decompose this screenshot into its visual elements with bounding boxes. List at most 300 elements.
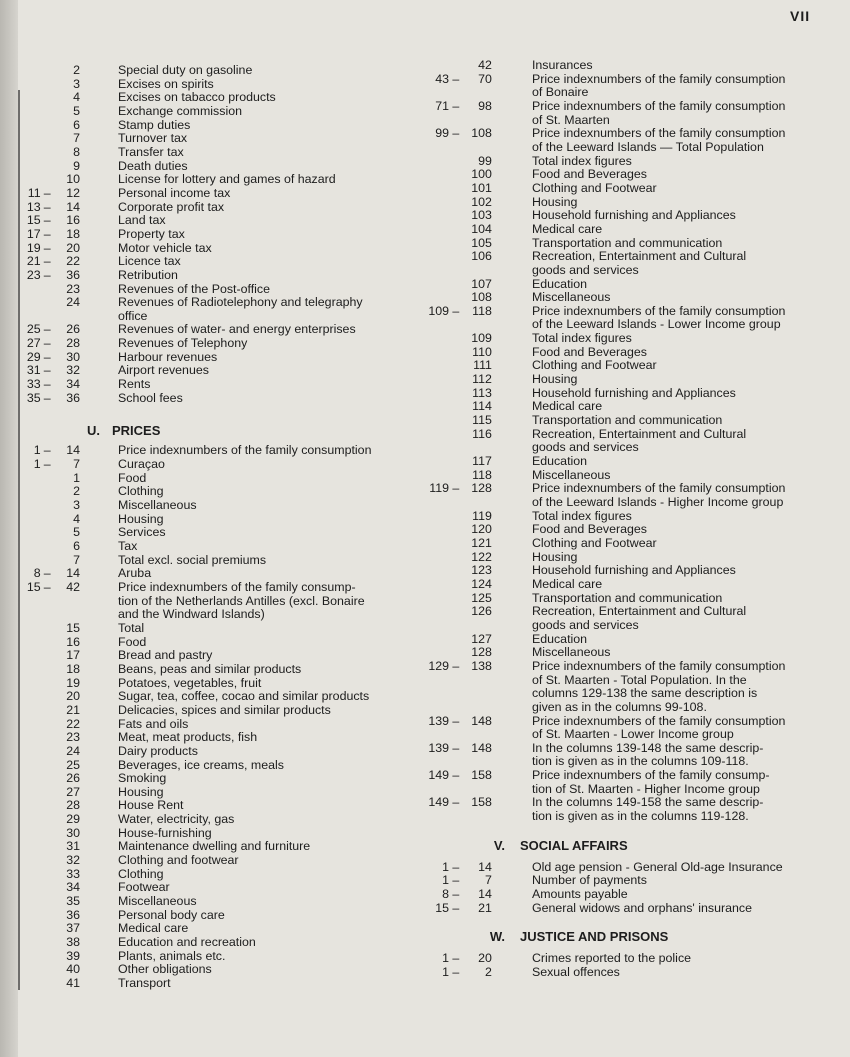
column-number: 3: [73, 76, 81, 91]
entry-line: of the Leeward Islands — Total Population: [531, 139, 764, 154]
entry-line: Total: [118, 620, 145, 635]
entry-line: Number of payments: [531, 873, 647, 888]
entry-description: [118, 704, 390, 718]
column-from: [20, 554, 41, 568]
column-from: [410, 428, 449, 455]
column-from: [410, 592, 449, 606]
entry-description: [118, 622, 390, 636]
column-from: 11: [27, 185, 41, 200]
column-number: 98: [478, 98, 492, 113]
entry-line: tion is given as in the columns 119-128.: [531, 809, 749, 824]
column-from: [410, 564, 449, 578]
column-from: [20, 895, 41, 909]
index-entry: [20, 554, 390, 568]
range-dash: [41, 513, 54, 527]
entry-description: [532, 510, 805, 524]
entry-line: Price indexnumbers of the family consumption: [531, 126, 786, 141]
column-number: 113: [472, 385, 492, 400]
entry-line: Medical care: [531, 399, 603, 414]
range-dash: [449, 291, 463, 305]
column-from: [410, 332, 449, 346]
entry-description: [532, 742, 805, 769]
range-dash: –: [43, 336, 51, 351]
entry-line: Housing: [531, 549, 578, 564]
entry-description: [532, 182, 805, 196]
index-entry: [20, 786, 390, 800]
index-entry: [410, 633, 805, 647]
entry-description: [532, 564, 805, 578]
range-dash: [41, 868, 54, 882]
entry-description: [118, 677, 390, 691]
range-dash: [41, 718, 54, 732]
entry-description: [118, 458, 390, 472]
column-from: [410, 537, 449, 551]
index-entry: [20, 799, 390, 813]
column-from: [410, 359, 449, 373]
index-entry: [20, 146, 390, 160]
entry-description: [532, 332, 805, 346]
section-heading: [20, 423, 390, 438]
index-entry: [410, 455, 805, 469]
range-dash: [449, 633, 463, 647]
column-from: [410, 646, 449, 660]
column-number: 138: [471, 658, 492, 673]
entry-line: Recreation, Entertainment and Cultural: [531, 249, 747, 264]
column-from: [410, 469, 449, 483]
index-entry: [410, 237, 805, 251]
entry-line: of St. Maarten - Lower Income group: [531, 727, 734, 742]
entry-description: [118, 895, 390, 909]
range-dash: [41, 772, 54, 786]
entry-description: [532, 223, 805, 237]
entry-line: Miscellaneous: [118, 894, 197, 909]
range-dash: [449, 223, 463, 237]
column-number: 5: [73, 525, 81, 540]
entry-description: [118, 283, 390, 297]
range-dash: [449, 373, 463, 387]
column-number: 17: [66, 648, 81, 663]
range-dash: [41, 499, 54, 513]
range-dash: [449, 155, 463, 169]
column-from: 139: [428, 740, 450, 755]
column-from: [20, 649, 41, 663]
entry-description: [118, 160, 390, 174]
entry-line: Price indexnumbers of the family consumption: [531, 98, 786, 113]
entry-line: Miscellaneous: [118, 498, 197, 513]
page-binding-edge: [0, 0, 18, 1057]
column-number: 6: [73, 117, 81, 132]
entry-description: [532, 769, 805, 796]
range-dash: [449, 592, 463, 606]
index-entry: [20, 827, 390, 841]
column-number: 108: [471, 126, 492, 141]
column-number: 7: [485, 873, 492, 888]
column-from: 25: [26, 322, 41, 337]
range-dash: –: [452, 98, 460, 113]
entry-description: [118, 581, 390, 622]
entry-line: columns 129-138 the same description is: [531, 686, 758, 701]
entry-description: [118, 337, 390, 351]
index-entry: [20, 119, 390, 133]
entry-line: Education and recreation: [118, 935, 256, 950]
entry-line: Clothing: [118, 866, 164, 881]
index-entry: [410, 387, 805, 401]
column-number: 40: [66, 962, 81, 977]
entry-description: [532, 660, 805, 715]
column-from: [410, 414, 449, 428]
entry-line: Turnover tax: [118, 131, 188, 146]
column-from: [20, 119, 41, 133]
index-entry: [20, 378, 390, 392]
range-dash: [449, 414, 463, 428]
entry-line: House Rent: [118, 798, 184, 813]
index-entry: [20, 567, 390, 581]
index-entry: [20, 745, 390, 759]
column-number: 42: [478, 58, 492, 72]
entry-description: [532, 237, 805, 251]
range-dash: [449, 237, 463, 251]
column-from: [20, 283, 41, 297]
column-from: 13: [26, 199, 41, 214]
column-from: [410, 168, 449, 182]
entry-description: [118, 759, 390, 773]
column-number: 107: [471, 276, 492, 291]
entry-line: Price indexnumbers of the family consumption: [531, 71, 786, 86]
column-number: 109: [471, 331, 492, 346]
index-entry: [410, 952, 805, 966]
entry-description: [118, 526, 390, 540]
entry-line: Recreation, Entertainment and Cultural: [531, 604, 747, 619]
range-dash: [449, 196, 463, 210]
entry-line: Licence tax: [118, 254, 181, 269]
entry-description: [532, 646, 805, 660]
section-heading: [410, 838, 805, 853]
entry-description: [118, 786, 390, 800]
entry-description: [532, 250, 805, 277]
range-dash: [41, 731, 54, 745]
column-from: [20, 78, 41, 92]
column-number: 14: [478, 859, 492, 874]
section-title: PRICES: [112, 423, 161, 439]
column-from: [20, 868, 41, 882]
range-dash: –: [43, 322, 51, 337]
range-dash: [449, 578, 463, 592]
range-dash: [41, 690, 54, 704]
column-from: [410, 387, 449, 401]
column-from: 15: [26, 579, 41, 594]
index-entry: [410, 223, 805, 237]
column-from: 27: [26, 336, 41, 351]
index-entry: [410, 373, 805, 387]
range-dash: –: [43, 377, 51, 392]
range-dash: –: [452, 481, 460, 496]
index-entry: [20, 636, 390, 650]
entry-line: Total excl. social premiums: [118, 552, 267, 567]
entry-line: of the Leeward Islands - Higher Income group: [531, 495, 784, 509]
range-dash: –: [452, 71, 460, 86]
index-entry: [20, 922, 390, 936]
column-number: 148: [471, 740, 492, 755]
column-number: 7: [73, 552, 81, 567]
range-dash: –: [452, 768, 460, 783]
section-letter: W.: [489, 929, 505, 945]
column-number: 123: [471, 563, 492, 578]
entry-line: tion is given as in the columns 109-118.: [531, 754, 749, 769]
column-number: 30: [66, 825, 81, 840]
column-from: [410, 510, 449, 524]
index-entry: [410, 250, 805, 277]
index-entry: [410, 127, 805, 154]
entry-line: Retribution: [118, 267, 178, 282]
entry-line: Price indexnumbers of the family consumption: [531, 658, 786, 673]
entry-line: Delicacies, spices and similar products: [118, 702, 331, 717]
range-dash: [41, 132, 54, 146]
column-number: 26: [66, 322, 81, 337]
entry-line: Excises on tabacco products: [118, 90, 276, 105]
entry-description: [118, 91, 390, 105]
column-number: 14: [66, 443, 81, 458]
entry-description: [118, 472, 390, 486]
column-from: 19: [26, 240, 41, 255]
entry-description: [118, 146, 390, 160]
index-entry: [20, 950, 390, 964]
column-from: [20, 799, 41, 813]
page-number: VII: [790, 8, 811, 24]
entry-line: office: [118, 308, 148, 323]
entry-description: [118, 649, 390, 663]
column-from: [20, 499, 41, 513]
range-dash: [449, 359, 463, 373]
entry-description: [532, 387, 805, 401]
entry-description: [532, 633, 805, 647]
entry-description: [532, 278, 805, 292]
range-dash: –: [452, 859, 460, 874]
entry-description: [118, 718, 390, 732]
column-from: 21: [26, 254, 41, 269]
index-entry: [20, 105, 390, 119]
range-dash: [41, 173, 54, 187]
range-dash: –: [452, 951, 460, 966]
range-dash: [41, 950, 54, 964]
index-entry: [20, 323, 390, 337]
entry-description: [118, 485, 390, 499]
column-from: [20, 296, 41, 323]
column-number: 119: [472, 508, 492, 523]
range-dash: [41, 881, 54, 895]
entry-description: [118, 540, 390, 554]
entry-description: [118, 173, 390, 187]
column-number: 158: [471, 795, 492, 810]
entry-description: [118, 813, 390, 827]
entry-description: [532, 305, 805, 332]
index-entry: [20, 392, 390, 406]
entry-line: Dairy products: [118, 743, 198, 758]
index-entry: [20, 581, 390, 622]
entry-description: [532, 874, 805, 888]
entry-line: Special duty on gasoline: [118, 63, 253, 77]
range-dash: [449, 551, 463, 565]
column-number: 39: [66, 948, 81, 963]
index-entry: [410, 551, 805, 565]
entry-line: Airport revenues: [118, 363, 209, 378]
column-from: [410, 223, 449, 237]
column-from: 15: [435, 900, 450, 915]
range-dash: –: [452, 303, 460, 318]
column-number: 22: [66, 254, 81, 269]
column-number: 16: [66, 213, 81, 228]
column-number: 158: [471, 768, 492, 783]
column-from: [410, 455, 449, 469]
column-from: [20, 840, 41, 854]
entry-description: [532, 414, 805, 428]
index-entry: [410, 73, 805, 100]
column-number: 14: [66, 199, 81, 214]
index-entry: [410, 100, 805, 127]
column-number: 3: [73, 498, 81, 513]
column-number: 15: [66, 620, 81, 635]
entry-line: Household furnishing and Appliances: [531, 385, 736, 400]
entry-line: Transportation and communication: [531, 235, 723, 250]
index-entry: [20, 364, 390, 378]
range-dash: [41, 283, 54, 297]
entry-line: Curaçao: [118, 457, 165, 472]
index-entry: [410, 346, 805, 360]
index-entry: [20, 718, 390, 732]
column-number: 2: [73, 63, 81, 77]
index-entry: [20, 868, 390, 882]
entry-line: Price indexnumbers of the family consump-: [118, 579, 356, 594]
column-number: 21: [66, 702, 81, 717]
range-dash: [41, 922, 54, 936]
index-entry: [20, 881, 390, 895]
index-entry: [20, 485, 390, 499]
index-entry: [20, 963, 390, 977]
entry-line: Tax: [118, 539, 138, 553]
column-from: [410, 605, 449, 632]
entry-description: [118, 392, 390, 406]
entry-description: [532, 155, 805, 169]
index-entry: [410, 888, 805, 902]
column-from: 43: [435, 71, 450, 86]
column-from: 1: [442, 965, 450, 980]
column-from: 29: [26, 349, 41, 364]
index-entry: [20, 663, 390, 677]
column-number: 99: [478, 153, 492, 168]
column-from: [410, 278, 449, 292]
range-dash: [41, 119, 54, 133]
column-from: [410, 209, 449, 223]
index-entry: [20, 458, 390, 472]
range-dash: [41, 649, 54, 663]
column-number: 5: [73, 103, 81, 118]
column-from: [20, 105, 41, 119]
entry-line: Sugar, tea, coffee, cocao and similar products: [118, 689, 370, 704]
index-entry: [20, 704, 390, 718]
entry-description: [118, 909, 390, 923]
entry-line: In the columns 139-148 the same descrip-: [531, 740, 764, 755]
range-dash: [41, 64, 54, 78]
range-dash: [449, 278, 463, 292]
entry-description: [118, 936, 390, 950]
column-from: [20, 677, 41, 691]
entry-description: [532, 966, 805, 980]
entry-description: [532, 455, 805, 469]
range-dash: [41, 636, 54, 650]
column-number: 12: [66, 185, 81, 200]
entry-line: Stamp duties: [118, 117, 191, 132]
column-from: 99: [435, 126, 450, 141]
range-dash: [449, 209, 463, 223]
column-number: 32: [66, 363, 81, 378]
column-number: 41: [66, 976, 81, 990]
index-entry: [410, 278, 805, 292]
index-entry: [410, 332, 805, 346]
entry-description: [532, 551, 805, 565]
column-from: [410, 578, 449, 592]
entry-description: [118, 690, 390, 704]
range-dash: –: [452, 795, 460, 810]
entry-description: [532, 359, 805, 373]
column-number: 23: [66, 730, 81, 745]
index-entry: [20, 759, 390, 773]
range-dash: –: [43, 566, 51, 581]
column-number: 112: [472, 372, 492, 387]
column-from: [410, 237, 449, 251]
entry-line: Total index figures: [531, 153, 632, 168]
index-entry: [410, 578, 805, 592]
column-number: 101: [471, 180, 492, 195]
column-from: [20, 977, 41, 991]
column-from: [20, 663, 41, 677]
index-entry: [410, 660, 805, 715]
column-from: [20, 881, 41, 895]
index-entry: [410, 796, 805, 823]
column-from: [20, 813, 41, 827]
index-entry: [410, 715, 805, 742]
range-dash: [41, 936, 54, 950]
index-entry: [20, 526, 390, 540]
entry-line: Total index figures: [531, 331, 632, 346]
entry-description: [532, 578, 805, 592]
index-entry: [20, 936, 390, 950]
entry-line: Price indexnumbers of the family consumption: [531, 303, 786, 318]
column-number: 20: [66, 240, 81, 255]
column-number: 35: [66, 894, 81, 909]
column-number: 18: [66, 226, 81, 241]
entry-line: Housing: [118, 511, 164, 526]
left-column-index: [20, 64, 390, 991]
section-letter: V.: [493, 837, 505, 853]
column-from: [20, 963, 41, 977]
right-column-index: [410, 59, 805, 980]
entry-description: [532, 469, 805, 483]
column-number: 115: [472, 413, 492, 428]
column-from: [20, 922, 41, 936]
entry-line: Clothing and Footwear: [531, 180, 657, 195]
entry-line: Potatoes, vegetables, fruit: [118, 675, 262, 690]
column-number: 30: [66, 349, 81, 364]
index-entry: [20, 228, 390, 242]
range-dash: [41, 663, 54, 677]
entry-line: Education: [531, 454, 588, 469]
index-entry: [410, 59, 805, 73]
column-from: [20, 827, 41, 841]
entry-description: [118, 772, 390, 786]
column-from: [20, 731, 41, 745]
column-from: 149: [428, 768, 450, 783]
range-dash: –: [43, 226, 51, 241]
column-number: 36: [66, 907, 81, 922]
